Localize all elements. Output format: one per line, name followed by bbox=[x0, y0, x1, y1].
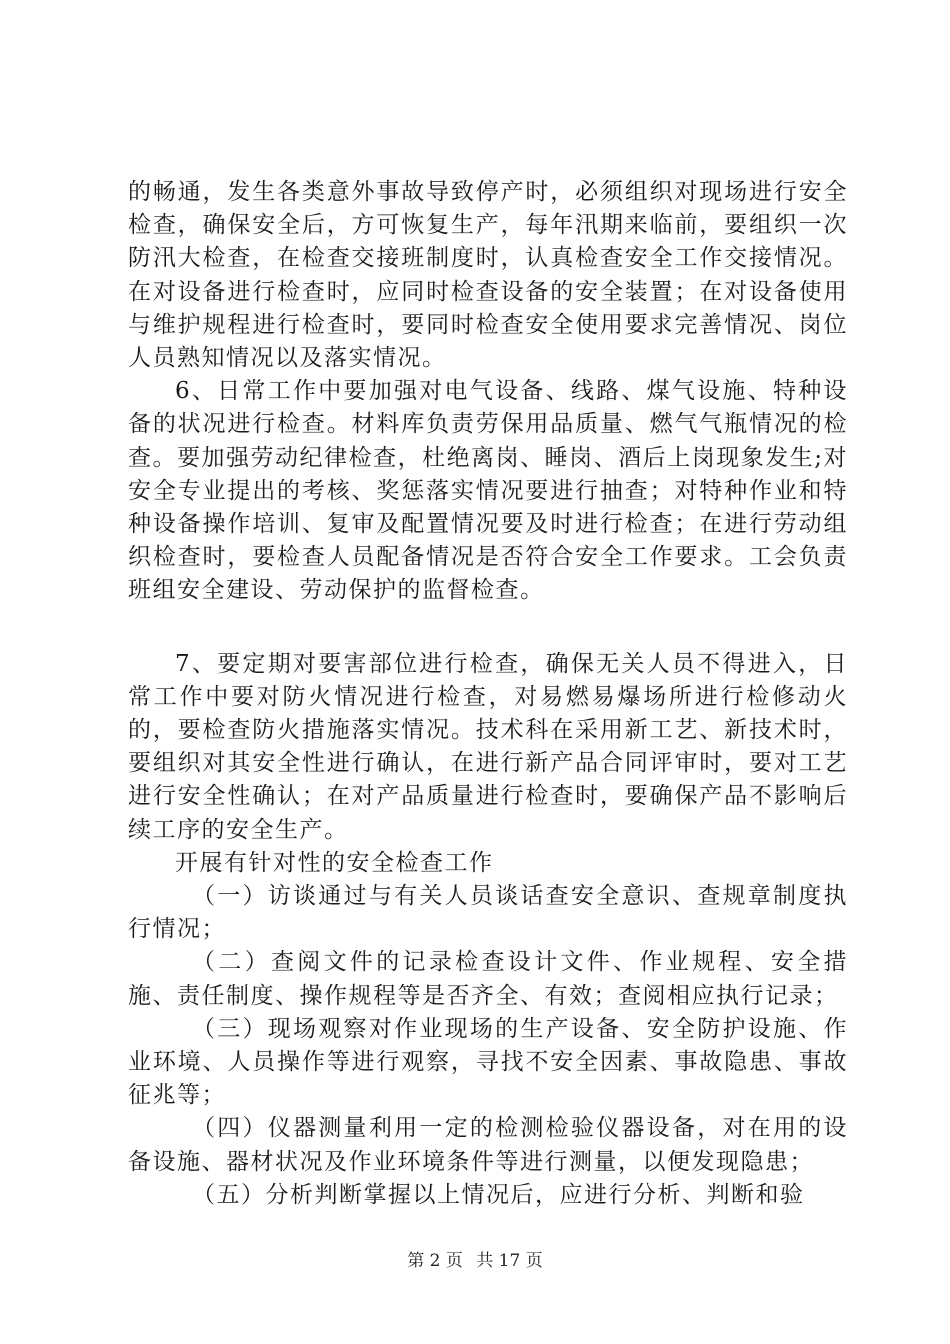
paragraph-spacer bbox=[128, 608, 848, 648]
page-footer bbox=[0, 1251, 950, 1271]
section-heading: 开展有针对性的安全检查工作 bbox=[175, 849, 494, 876]
document-body bbox=[128, 176, 848, 1212]
page-total: 共 17 页 bbox=[476, 1251, 543, 1271]
paragraph-item-6: 6、日常工作中要加强对电气设备、线路、煤气设施、特种设备的状况进行检查。材料库负责劳保用品质量、燃气气瓶情况的检查。要加强劳动纪律检查，杜绝离岗、睡岗、酒后上岗现象发生;对安全专业提出的考核、奖惩落实情况要进行抽查；对特种作业和特种设备操作培训、复审及配置情况要及时进行检查；在进行劳动组织检查时，要检查人员配备情况是否符合安全工作要求。工会负责班组安全建设、劳动保护的监督检查。 bbox=[128, 378, 848, 604]
paragraph-item-7: 7、要定期对要害部位进行检查，确保无关人员不得进入，日常工作中要对防火情况进行检查，对易燃易爆场所进行检修动火的，要检查防火措施落实情况。技术科在采用新工艺、新技术时，要组织对其安全性进行确认，在进行新产品合同评审时，要对工艺进行安全性确认；在对产品质量进行检查时，要确保产品不影响后续工序的安全生产。 bbox=[128, 650, 848, 843]
sub-item-5: （五）分析判断掌握以上情况后，应进行分析、判断和验 bbox=[192, 1181, 805, 1208]
sub-item-4: （四）仪器测量利用一定的检测检验仪器设备，对在用的设备设施、器材状况及作业环境条件等进行测量，以便发现隐患； bbox=[128, 1115, 848, 1175]
paragraph-continuation: 的畅通，发生各类意外事故导致停产时，必须组织对现场进行安全检查，确保安全后，方可恢复生产，每年汛期来临前，要组织一次防汛大检查，在检查交接班制度时，认真检查安全工作交接情况。在对设备进行检查时，应同时检查设备的安全装置；在对设备使用与维护规程进行检查时，要同时检查安全使用要求完善情况、岗位人员熟知情况以及落实情况。 bbox=[128, 179, 848, 372]
sub-item-3: （三）现场观察对作业现场的生产设备、安全防护设施、作业环境、人员操作等进行观察，寻找不安全因素、事故隐患、事故征兆等； bbox=[128, 1015, 848, 1109]
sub-item-1: （一）访谈通过与有关人员谈话查安全意识、查规章制度执行情况； bbox=[128, 883, 848, 943]
page-number: 第 2 页 bbox=[407, 1251, 463, 1271]
sub-item-2: （二）查阅文件的记录检查设计文件、作业规程、安全措施、责任制度、操作规程等是否齐全、有效；查阅相应执行记录； bbox=[128, 949, 848, 1009]
